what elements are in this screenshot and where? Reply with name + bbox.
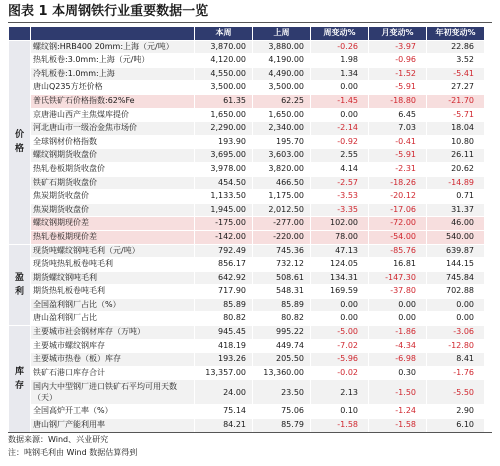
last-week-cell: 508.61	[253, 271, 311, 285]
indicator-cell: 冷轧板卷:1.0mm:上海	[31, 67, 195, 81]
weekly-change-cell: 78.00	[311, 230, 369, 244]
header-weekly-change: 周变动%	[311, 27, 369, 41]
table-row	[9, 366, 485, 380]
table-row	[9, 217, 485, 231]
this-week-cell: 4,120.00	[195, 54, 253, 68]
section-label: 盈 利	[9, 244, 31, 326]
weekly-change-cell: 134.31	[311, 271, 369, 285]
last-week-cell: 3,820.00	[253, 162, 311, 176]
indicator-cell: 主要城市热卷（板）库存	[31, 353, 195, 367]
indicator-cell: 热轧板卷:3.0mm:上海（元/吨）	[31, 54, 195, 68]
monthly-change-cell: -0.41	[369, 135, 427, 149]
table-row	[9, 122, 485, 136]
indicator-cell: 河北唐山市一级冶金焦市场价	[31, 122, 195, 136]
weekly-change-cell: -3.35	[311, 203, 369, 217]
table-row	[9, 67, 485, 81]
header-last-week: 上周	[253, 27, 311, 41]
method-note: 注：吨钢毛利由 Wind 数据估算得到	[8, 448, 138, 457]
this-week-cell: -142.00	[195, 230, 253, 244]
weekly-change-cell: 4.14	[311, 162, 369, 176]
indicator-cell: 螺纹钢期货收盘价	[31, 149, 195, 163]
this-week-cell: 84.21	[195, 419, 253, 433]
ytd-change-cell: 0.71	[427, 190, 485, 204]
weekly-change-cell: 0.10	[311, 405, 369, 419]
indicator-cell: 唐山钢厂产能利用率	[31, 419, 195, 433]
this-week-cell: 3,870.00	[195, 40, 253, 54]
indicator-cell: 铁矿石期货收盘价	[31, 176, 195, 190]
weekly-change-cell: 47.13	[311, 244, 369, 258]
ytd-change-cell: -1.76	[427, 366, 485, 380]
table-row	[9, 298, 485, 312]
last-week-cell: 62.25	[253, 94, 311, 108]
indicator-cell: 现货吨热轧板卷吨毛利	[31, 258, 195, 272]
last-week-cell: 3,603.00	[253, 149, 311, 163]
monthly-change-cell: -17.06	[369, 203, 427, 217]
ytd-change-cell: 144.15	[427, 258, 485, 272]
table-row	[9, 94, 485, 108]
this-week-cell: 2,290.00	[195, 122, 253, 136]
weekly-change-cell: -0.02	[311, 366, 369, 380]
ytd-change-cell: 3.52	[427, 54, 485, 68]
monthly-change-cell: -1.24	[369, 405, 427, 419]
weekly-change-cell: -2.14	[311, 122, 369, 136]
last-week-cell: 13,360.00	[253, 366, 311, 380]
indicator-cell: 螺纹钢:HRB400 20mm:上海（元/吨）	[31, 40, 195, 54]
monthly-change-cell: -0.96	[369, 54, 427, 68]
ytd-change-cell: 10.80	[427, 135, 485, 149]
monthly-change-cell: 0.00	[369, 312, 427, 326]
table-row	[9, 230, 485, 244]
table-row	[9, 149, 485, 163]
indicator-cell: 热轧卷板期现价差	[31, 230, 195, 244]
monthly-change-cell: -5.91	[369, 149, 427, 163]
indicator-cell: 全球钢材价格指数	[31, 135, 195, 149]
ytd-change-cell: -21.70	[427, 94, 485, 108]
monthly-change-cell: 6.45	[369, 108, 427, 122]
weekly-change-cell: 102.00	[311, 217, 369, 231]
this-week-cell: 1,133.50	[195, 190, 253, 204]
monthly-change-cell: -72.00	[369, 217, 427, 231]
ytd-change-cell: -14.89	[427, 176, 485, 190]
last-week-cell: 85.79	[253, 419, 311, 433]
indicator-cell: 主要城市螺纹钢库存	[31, 339, 195, 353]
table-row	[9, 135, 485, 149]
ytd-change-cell: -5.50	[427, 380, 485, 405]
monthly-change-cell: 16.81	[369, 258, 427, 272]
weekly-change-cell: 0.00	[311, 108, 369, 122]
table-row	[9, 285, 485, 299]
table-row	[9, 419, 485, 433]
last-week-cell: 205.50	[253, 353, 311, 367]
last-week-cell: -220.00	[253, 230, 311, 244]
indicator-cell: 国内大中型钢厂进口铁矿石平均可用天数（天）	[31, 380, 195, 405]
weekly-change-cell: -2.57	[311, 176, 369, 190]
this-week-cell: 80.82	[195, 312, 253, 326]
weekly-change-cell: 0.00	[311, 298, 369, 312]
weekly-change-cell: 124.05	[311, 258, 369, 272]
table-row	[9, 312, 485, 326]
table-row	[9, 40, 485, 54]
weekly-change-cell: -5.96	[311, 353, 369, 367]
table-row	[9, 244, 485, 258]
table-row	[9, 203, 485, 217]
monthly-change-cell: -1.50	[369, 380, 427, 405]
weekly-change-cell: 0.00	[311, 312, 369, 326]
this-week-cell: 193.26	[195, 353, 253, 367]
ytd-change-cell: 31.37	[427, 203, 485, 217]
monthly-change-cell: -1.58	[369, 419, 427, 433]
indicator-cell: 现货吨螺纹钢吨毛利（元/吨）	[31, 244, 195, 258]
header-ytd-change: 年初变动%	[427, 27, 485, 41]
table-row	[9, 258, 485, 272]
indicator-cell: 热轧卷板期货收盘价	[31, 162, 195, 176]
monthly-change-cell: 0.30	[369, 366, 427, 380]
ytd-change-cell: 2.90	[427, 405, 485, 419]
weekly-change-cell: -1.58	[311, 419, 369, 433]
this-week-cell: 1,945.00	[195, 203, 253, 217]
last-week-cell: 995.22	[253, 326, 311, 340]
ytd-change-cell: 745.84	[427, 271, 485, 285]
weekly-change-cell: 2.55	[311, 149, 369, 163]
last-week-cell: 4,490.00	[253, 67, 311, 81]
last-week-cell: 466.50	[253, 176, 311, 190]
table-row	[9, 190, 485, 204]
this-week-cell: 418.19	[195, 339, 253, 353]
weekly-change-cell: 1.34	[311, 67, 369, 81]
monthly-change-cell: -2.31	[369, 162, 427, 176]
this-week-cell: 642.92	[195, 271, 253, 285]
monthly-change-cell: -85.76	[369, 244, 427, 258]
weekly-change-cell: -7.02	[311, 339, 369, 353]
indicator-cell: 主要城市社会钢材库存（万吨）	[31, 326, 195, 340]
indicator-cell: 唐山Q235方坯价格	[31, 81, 195, 95]
table-header-row	[9, 27, 485, 41]
indicator-cell: 唐山盈利钢厂占比	[31, 312, 195, 326]
ytd-change-cell: 20.62	[427, 162, 485, 176]
monthly-change-cell: -4.34	[369, 339, 427, 353]
monthly-change-cell: -6.98	[369, 353, 427, 367]
last-week-cell: 548.31	[253, 285, 311, 299]
last-week-cell: 2,340.00	[253, 122, 311, 136]
this-week-cell: 61.35	[195, 94, 253, 108]
last-week-cell: 195.70	[253, 135, 311, 149]
monthly-change-cell: -54.00	[369, 230, 427, 244]
this-week-cell: -175.00	[195, 217, 253, 231]
ytd-change-cell: 702.88	[427, 285, 485, 299]
indicator-cell: 焦炭期货收盘价	[31, 190, 195, 204]
page-title: 图表 1 本周钢铁行业重要数据一览	[8, 2, 492, 23]
ytd-change-cell: -3.06	[427, 326, 485, 340]
this-week-cell: 13,357.00	[195, 366, 253, 380]
weekly-change-cell: -0.92	[311, 135, 369, 149]
table-row	[9, 405, 485, 419]
this-week-cell: 792.49	[195, 244, 253, 258]
ytd-change-cell: 639.87	[427, 244, 485, 258]
monthly-change-cell: -18.80	[369, 94, 427, 108]
monthly-change-cell: -18.26	[369, 176, 427, 190]
last-week-cell: 3,880.00	[253, 40, 311, 54]
table-row	[9, 353, 485, 367]
ytd-change-cell: 26.11	[427, 149, 485, 163]
monthly-change-cell: -1.86	[369, 326, 427, 340]
ytd-change-cell: 540.00	[427, 230, 485, 244]
last-week-cell: 449.74	[253, 339, 311, 353]
last-week-cell: 732.12	[253, 258, 311, 272]
section-label: 库 存	[9, 326, 31, 433]
indicator-cell: 焦炭期货收盘价	[31, 203, 195, 217]
ytd-change-cell: -12.80	[427, 339, 485, 353]
indicator-cell: 期货热轧板卷吨毛利	[31, 285, 195, 299]
header-monthly-change: 月变动%	[369, 27, 427, 41]
ytd-change-cell: -5.71	[427, 108, 485, 122]
table-row	[9, 81, 485, 95]
header-blank	[9, 27, 31, 41]
ytd-change-cell: 6.10	[427, 419, 485, 433]
monthly-change-cell: 0.00	[369, 298, 427, 312]
source-note: 数据来源：Wind、兴业研究	[8, 435, 109, 444]
monthly-change-cell: -1.52	[369, 67, 427, 81]
this-week-cell: 75.14	[195, 405, 253, 419]
this-week-cell: 945.45	[195, 326, 253, 340]
header-indicator	[31, 27, 195, 41]
weekly-change-cell: 169.59	[311, 285, 369, 299]
table-row	[9, 380, 485, 405]
monthly-change-cell: -5.91	[369, 81, 427, 95]
monthly-change-cell: -147.30	[369, 271, 427, 285]
last-week-cell: 4,190.00	[253, 54, 311, 68]
last-week-cell: 85.89	[253, 298, 311, 312]
table-row	[9, 176, 485, 190]
ytd-change-cell: 46.00	[427, 217, 485, 231]
table-row	[9, 339, 485, 353]
table-row	[9, 54, 485, 68]
indicator-cell: 全国盈利钢厂占比（%）	[31, 298, 195, 312]
table-row	[9, 108, 485, 122]
this-week-cell: 3,978.00	[195, 162, 253, 176]
this-week-cell: 454.50	[195, 176, 253, 190]
this-week-cell: 3,695.00	[195, 149, 253, 163]
indicator-cell: 全国高炉开工率（%）	[31, 405, 195, 419]
this-week-cell: 3,500.00	[195, 81, 253, 95]
monthly-change-cell: 7.03	[369, 122, 427, 136]
this-week-cell: 856.17	[195, 258, 253, 272]
last-week-cell: 3,500.00	[253, 81, 311, 95]
weekly-change-cell: -1.45	[311, 94, 369, 108]
indicator-cell: 普氏铁矿石价格指数:62%Fe	[31, 94, 195, 108]
weekly-change-cell: -3.53	[311, 190, 369, 204]
table-row	[9, 326, 485, 340]
steel-data-table	[8, 26, 485, 433]
last-week-cell: 80.82	[253, 312, 311, 326]
ytd-change-cell: 0.00	[427, 312, 485, 326]
last-week-cell: 23.50	[253, 380, 311, 405]
header-this-week: 本周	[195, 27, 253, 41]
weekly-change-cell: 0.00	[311, 81, 369, 95]
ytd-change-cell: 8.41	[427, 353, 485, 367]
indicator-cell: 京唐港山西产主焦煤库提价	[31, 108, 195, 122]
last-week-cell: 75.06	[253, 405, 311, 419]
last-week-cell: 2,012.50	[253, 203, 311, 217]
last-week-cell: 1,650.00	[253, 108, 311, 122]
last-week-cell: 1,175.00	[253, 190, 311, 204]
weekly-change-cell: -5.00	[311, 326, 369, 340]
ytd-change-cell: 27.27	[427, 81, 485, 95]
section-label: 价 格	[9, 40, 31, 244]
this-week-cell: 85.89	[195, 298, 253, 312]
this-week-cell: 193.90	[195, 135, 253, 149]
this-week-cell: 4,550.00	[195, 67, 253, 81]
this-week-cell: 717.90	[195, 285, 253, 299]
table-row	[9, 162, 485, 176]
ytd-change-cell: -5.41	[427, 67, 485, 81]
weekly-change-cell: 1.98	[311, 54, 369, 68]
table-row	[9, 271, 485, 285]
indicator-cell: 期货螺纹钢吨毛利	[31, 271, 195, 285]
indicator-cell: 螺纹钢期现价差	[31, 217, 195, 231]
indicator-cell: 铁矿石港口库存合计	[31, 366, 195, 380]
last-week-cell: 745.36	[253, 244, 311, 258]
ytd-change-cell: 0.00	[427, 298, 485, 312]
monthly-change-cell: -37.80	[369, 285, 427, 299]
monthly-change-cell: -3.97	[369, 40, 427, 54]
ytd-change-cell: 18.04	[427, 122, 485, 136]
footnotes	[8, 432, 492, 459]
monthly-change-cell: -20.12	[369, 190, 427, 204]
weekly-change-cell: 2.13	[311, 380, 369, 405]
this-week-cell: 1,650.00	[195, 108, 253, 122]
last-week-cell: -277.00	[253, 217, 311, 231]
ytd-change-cell: 22.86	[427, 40, 485, 54]
weekly-change-cell: -0.26	[311, 40, 369, 54]
this-week-cell: 24.00	[195, 380, 253, 405]
